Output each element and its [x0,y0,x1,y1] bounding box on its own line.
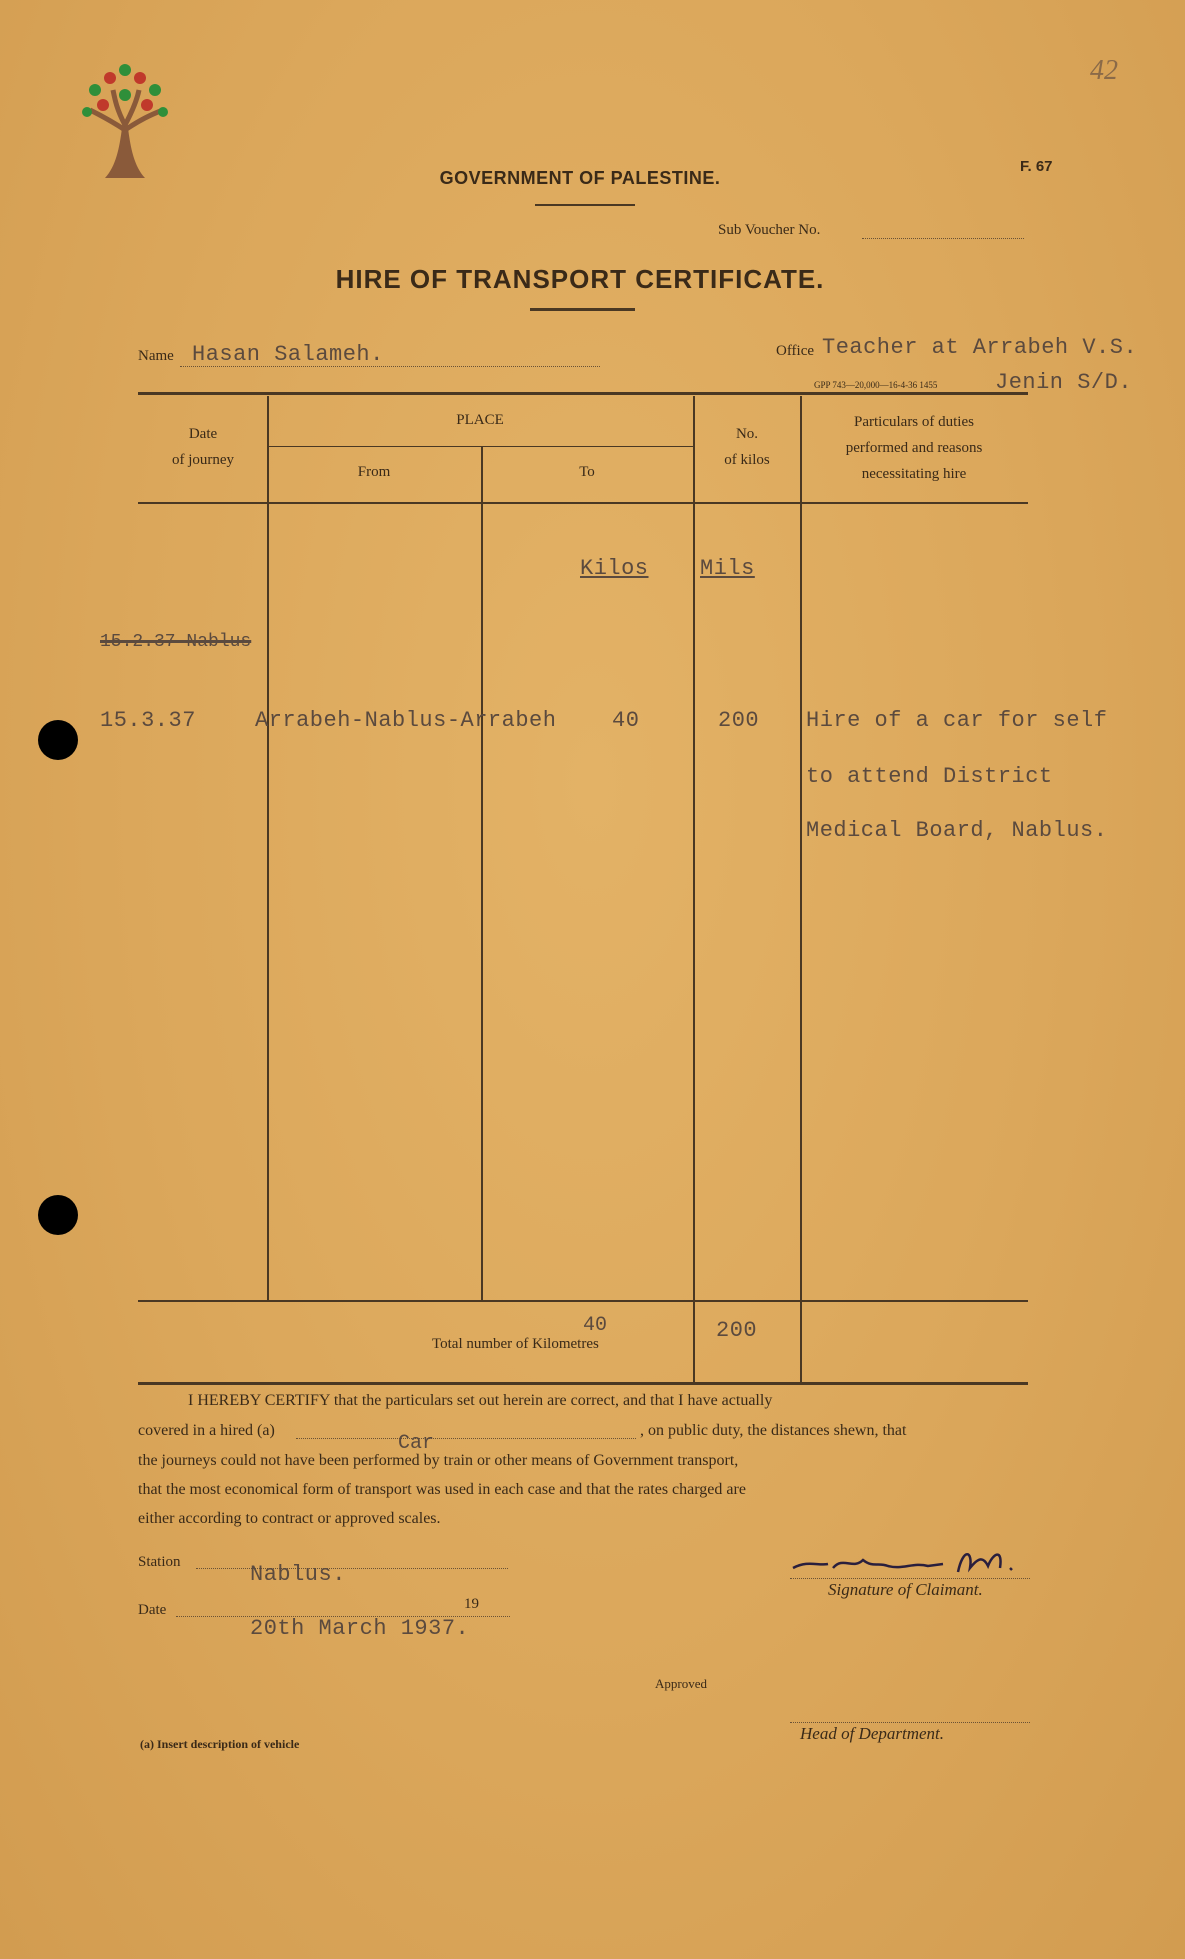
vehicle-value: Car [398,1432,435,1455]
office-value-line1: Teacher at Arrabeh V.S. [822,335,1138,360]
row-route: Arrabeh-Nablus-Arrabeh [255,708,557,733]
row-particulars-2: to attend District [806,764,1053,789]
form-number: F. 67 [1020,158,1053,175]
row-particulars-3: Medical Board, Nablus. [806,818,1108,843]
column-header-date-sub: of journey [171,452,235,468]
row-date: 15.3.37 [100,708,196,733]
station-label: Station [138,1554,181,1570]
station-field-line [196,1568,508,1569]
column-header-kilos-sub: of kilos [724,452,770,468]
total-top-border [138,1300,1028,1302]
station-value: Nablus. [250,1562,346,1587]
column-header-kilos: No. [735,426,759,442]
name-field-line [180,366,600,367]
tree-logo [75,50,175,190]
column-header-particulars-1: Particulars of duties [854,414,974,430]
table-top-border [138,392,1028,395]
struck-entry: 15.2.37 Nablus [100,632,252,652]
government-heading: GOVERNMENT OF PALESTINE. [439,168,721,188]
office-value-line2: Jenin S/D. [995,370,1133,395]
column-divider-kilos [800,396,802,1382]
row-mils: 200 [718,708,760,733]
cert-line-1: I HEREBY CERTIFY that the particulars set out herein are correct, and that I have actually [188,1392,773,1409]
cert-line-4: that the most economical form of transport was used in each case and that the rates charged are [138,1481,746,1498]
corner-number: 42 [1090,55,1118,86]
punch-hole-bottom [38,1195,78,1235]
punch-hole-top [38,720,78,760]
certificate-title: HIRE OF TRANSPORT CERTIFICATE. [335,264,825,294]
signature-label: Signature of Claimant. [828,1580,983,1599]
column-divider-date [267,396,269,1302]
table-bottom-border [138,1382,1028,1385]
printer-code: GPP 743—20,000—16-4-36 1455 [814,380,938,390]
total-kilos: 40 [582,1314,607,1337]
cert-line-5: either according to contract or approved scales. [138,1510,441,1527]
unit-mils: Mils [700,556,755,581]
column-header-place: PLACE [456,412,504,428]
total-mils: 200 [716,1318,758,1343]
name-value: Hasan Salameh. [192,342,384,367]
place-subheader-line [267,446,693,447]
date-value: 20th March 1937. [250,1616,470,1641]
row-particulars-1: Hire of a car for self [806,708,1108,733]
office-label: Office [776,343,815,359]
heading-underline [535,204,635,206]
name-label: Name [138,348,174,364]
sub-voucher-label: Sub Voucher No. [718,222,821,238]
date-printed-year: 19 [464,1596,479,1612]
column-divider-to [693,396,695,1382]
row-kilos: 40 [612,708,640,733]
vehicle-field-line [296,1438,636,1439]
sub-voucher-field [862,238,1024,239]
column-header-date: Date [188,426,218,442]
column-divider-from [481,446,483,1302]
unit-kilos: Kilos [580,556,649,581]
column-header-to: To [579,464,595,480]
cert-line-2b: , on public duty, the distances shewn, that [640,1422,907,1439]
cert-line-2a: covered in a hired (a) [138,1422,275,1439]
title-underline [530,308,635,311]
total-label: Total number of Kilometres [432,1336,599,1352]
date-label: Date [138,1602,167,1618]
approval-signature-line [790,1722,1030,1723]
header-bottom-border [138,502,1028,504]
column-header-particulars-3: necessitating hire [861,466,967,482]
column-header-from: From [357,464,391,480]
column-header-particulars-2: performed and reasons [845,440,983,456]
approved-label: Approved [655,1676,707,1691]
footnote: (a) Insert description of vehicle [140,1737,300,1751]
signature-line [790,1578,1030,1579]
head-of-department-label: Head of Department. [800,1724,945,1743]
cert-line-3: the journeys could not have been performed by train or other means of Government transport, [138,1452,739,1469]
